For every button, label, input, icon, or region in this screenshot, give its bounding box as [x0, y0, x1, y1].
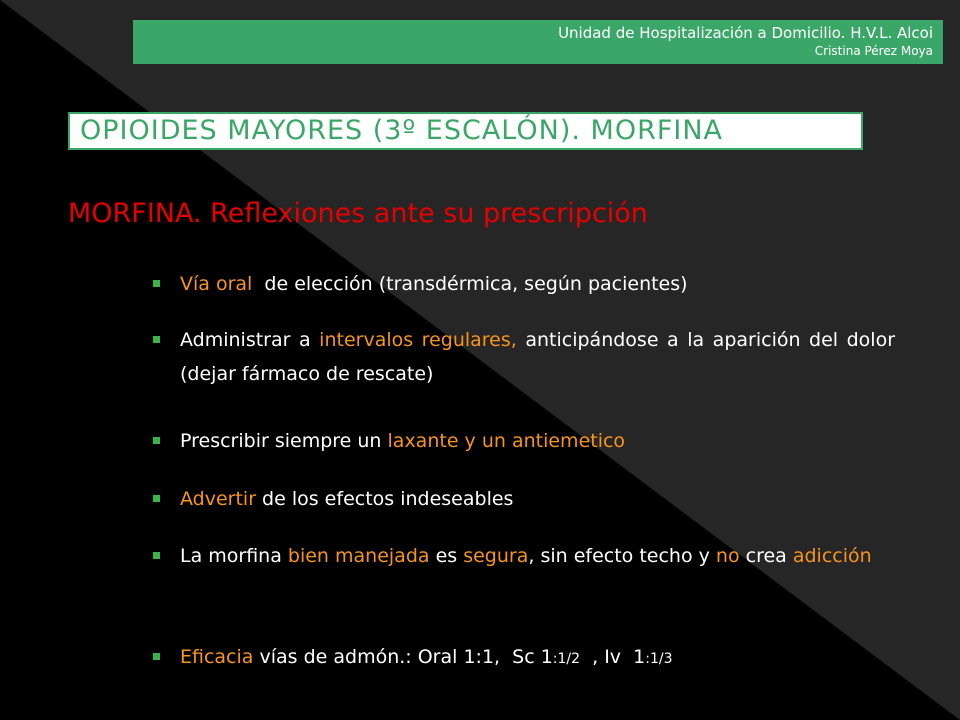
- bullet-square-icon: [153, 653, 160, 660]
- bullet-text: de elección (transdérmica, según pacientes): [252, 273, 688, 295]
- bullet-highlight: Advertir: [180, 488, 257, 510]
- bullet-item-oral-route: [153, 267, 895, 301]
- bullet-highlight: Eficacia: [180, 646, 254, 668]
- bullet-item-efficacy: [153, 640, 895, 676]
- bullet-square-icon: [153, 495, 160, 502]
- bullet-text: crea: [739, 545, 793, 567]
- header-author: Cristina Pérez Moya: [814, 44, 933, 58]
- bullet-text: , Iv 1: [580, 646, 646, 668]
- bullet-highlight: segura: [463, 545, 529, 567]
- bullet-item-laxative: [153, 424, 895, 458]
- bullet-square-icon: [153, 437, 160, 444]
- bullet-highlight: bien manejada: [287, 545, 430, 567]
- bullet-square-icon: [153, 336, 160, 343]
- header-band: [133, 20, 943, 64]
- bullet-highlight: intervalos regulares,: [319, 329, 517, 351]
- bullet-text: vías de admón.: Oral 1:1, Sc 1: [253, 646, 553, 668]
- ratio-subcutaneous: :1/2: [552, 651, 581, 667]
- bullet-text: Administrar a: [180, 329, 320, 351]
- slide-subtitle: MORFINA. Reflexiones ante su prescripción: [68, 198, 648, 229]
- bullet-text: de los efectos indeseables: [256, 488, 514, 510]
- bullet-text: es: [429, 545, 464, 567]
- bullet-item-warn-effects: [153, 482, 895, 516]
- bullet-highlight: laxante y un antiemetico: [387, 430, 626, 452]
- ratio-intravenous: :1/3: [645, 651, 673, 667]
- bullet-text: La morfina: [180, 545, 288, 567]
- bullet-highlight: adicción: [792, 545, 872, 567]
- bullet-square-icon: [153, 552, 160, 559]
- slide-title: OPIOIDES MAYORES (3º ESCALÓN). MORFINA: [68, 112, 863, 150]
- bullet-text: , sin efecto techo y: [528, 545, 716, 567]
- bullet-item-safe-morphine: [153, 539, 895, 573]
- header-institution: Unidad de Hospitalización a Domicilio. H.V.L. Alcoi: [558, 24, 933, 42]
- bullet-square-icon: [153, 280, 160, 287]
- bullet-text: anticipándose a la aparición del dolor (dejar fármaco de rescate): [180, 329, 896, 385]
- bullet-highlight: Vía oral: [180, 273, 253, 295]
- bullet-text: Prescribir siempre un: [180, 430, 388, 452]
- bullet-highlight: no: [715, 545, 740, 567]
- bullet-item-regular-intervals: [153, 323, 895, 391]
